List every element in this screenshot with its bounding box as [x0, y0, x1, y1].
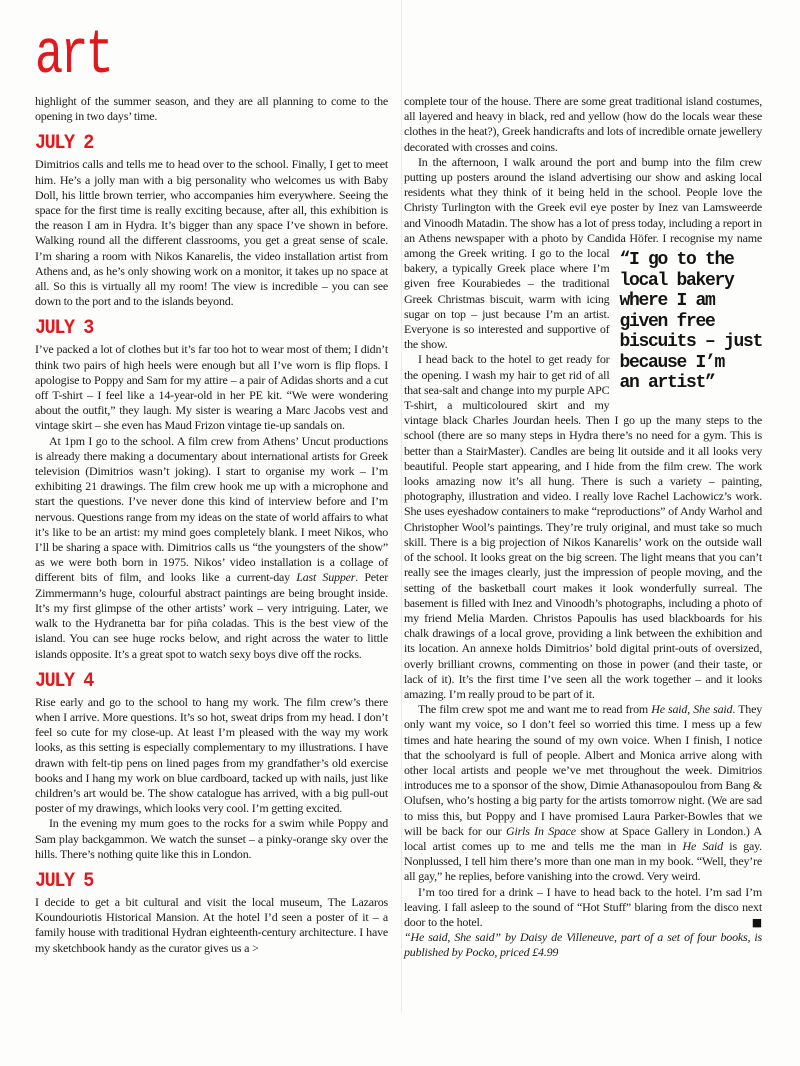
article-paragraph [35, 434, 388, 662]
body-text: “He said, She said” by Daisy de Villeneuve, part of a set of four books, is published by Pocko, priced £4.99 [404, 930, 762, 960]
body-text: highlight of the summer season, and they are all planning to come to the opening in two days’ time. [35, 94, 388, 124]
pull-quote-line: given free [619, 311, 715, 332]
italic-text: Girls In Space [505, 823, 576, 838]
pull-quote-line: an artist” [619, 373, 715, 394]
pull-quote-line: biscuits – just [619, 332, 762, 353]
body-text: In the afternoon, I walk around the port and bump into the film crew putting up posters around the island advertising our show and asking local residents what they think of it being held in the school. People love the Christy Turlington with the Greek evil eye poster by Inez van Lamsweerde and Vinoodh Matadin. The show has a lot of press today, including a report in an Athens newspaper with a photo by Candida Höfer. I recognise my name among the Greek writing. I [404, 154, 762, 261]
body-text: In the evening my mum goes to the rocks for a swim while Poppy and Sam play backgammon. We watch the sunset – a pinky-orange sky over the hills. There’s nothing quite like this in London. [35, 816, 388, 861]
body-text: complete tour of the house. There are some great traditional island costumes, all layered and heavy in black, red and yellow (how do the locals wear these clothes in the heat?), Greek handicrafts and lots of incredible ornate jewellery decorated with crosses and coins. [404, 94, 762, 154]
article-paragraph [404, 154, 762, 394]
end-mark: ■ [751, 915, 762, 929]
body-text: I head back to the hotel to get ready for the opening. I wash my hair to get rid of all that sea-salt and change into my purple APC T-shirt, a multicoloured skirt and my vintage black Charles Jourdan heels. Then I go up the many steps to the school (there are so many steps in Hydra there’s no need for a gym. This is better than a StairMaster). Candles are being lit outside and it all looks very beautiful. People start appearing, and I hide from the film crew. The work looks amazing now it’s all hung. There is such a variety – painting, photography, illustration and video. I really love Rachel Lachowicz’s work. She uses eyeshadow containers to make “reproductions” of Andy Warhol and Christopher Wool’s paintings. They’re truly original, and must take so much skill. There is a big projection of Nikos Kanarelis’ work on the outside wall of the school. It looks great on the big screen. The light means that you can’t really see the images clearly, just the impression of people moving, and the setting of the basketball court makes it look wonderfully surreal. The basement is filled with Inez and Vinoodh’s photographs, including a photo of my friend Melia Marden. Christos Papoulis has used blackboards for his chalk drawings of a local grove, providing a link between the exhibition and its location. An annexe holds Dimitrios’ bold digital print-outs of oversized, overly brilliant crowns, commenting on those in power (and their taste, or lack of it). It’s the first time I’ve seen all the work together – and it looks amazing. I’m really proud to be part of it. [404, 352, 762, 701]
body-text: go to the local bakery, a typically Greek place where I’m given free Kourabiedes – the traditional Greek Christmas biscuit, warm with icing sugar on top – just because I’m an artist. Everyone is so interested and supportive of the show. [404, 246, 610, 352]
body-text: I decide to get a bit cultural and visit the local museum, The Lazaros Koundouriotis Historical Mansion. At the hotel I’d seen a poster of it – a family house with traditional Hydran eighteenth-century architecture. I have my sketchbook handy as the curator gives us a > [35, 894, 388, 955]
body-text: is gay. Nonplussed, I tell him there’s more than one man in my book. “Well, they’re all gay,” he replies, before vanishing into the crowd. Very weird. [404, 838, 762, 884]
italic-text: Last Supper [296, 570, 356, 585]
date-heading: JULY 5 [35, 869, 93, 893]
footnote [404, 930, 762, 960]
body-text: show at Space Gallery in London.) A local artist comes up to me and tells me the man in [404, 823, 762, 853]
article-paragraph [35, 94, 388, 124]
article-paragraph [404, 94, 762, 155]
section-title: art [35, 20, 111, 91]
article-paragraph [35, 816, 388, 862]
article-paragraph [35, 695, 388, 817]
body-text: I’ve packed a lot of clothes but it’s far too hot to wear most of them; I didn’t think two pairs of high heels were enough but all I’ve worn is flip flops. I apologise to Poppy and Sam for my attire – a pair of Adidas shorts and a cut off T-shirt – I feel like a 14-year-old in her PE kit. “We were wondering about the outfit,” they laugh. My sister is wearing a Marc Jacobs vest and vintage skirt – she even has Maud Frizon vintage tie-up sandals on. [35, 342, 388, 433]
scan-fold-line [401, 0, 402, 1012]
article-paragraph [404, 702, 762, 884]
body-text: . Peter Zimmermann’s huge, colourful abstract paintings are being brought inside. It’s my first glimpse of the other artists’ work – very intriguing. Later, we walk to the Hydranetta bar for piña coladas. This is the best view of the island. You can see huge rocks below, and right across the water to little islands opposite. It’s a great spot to watch sexy boys dive off the rocks. [35, 570, 388, 661]
pull-quote-line: local bakery [619, 270, 734, 291]
italic-text: He Said [682, 838, 723, 853]
body-text: At 1pm I go to the school. A film crew from Athens’ Uncut productions is already there making a documentary about international artists for Greek television (Dimitrios wasn’t joking). I start to organise my work – I’m exhibiting 21 drawings. The film crew hook me up with a microphone and start the questions. I’ve never done this kind of interview before and I’m nervous. Questions range from my ideas on the state of world affairs to what it’s like to be an artist: my mind goes completely blank. I meet Nikos, who I’ll be sharing a space with. Dimitrios calls us “the youngsters of the show” as we were both born in 1975. Nikos’ video installation is a collage of different bits of film, and looks like a current-day [35, 433, 388, 585]
article-paragraph [404, 352, 762, 702]
article-paragraph [35, 342, 388, 433]
pull-quote-line: where I am [619, 291, 715, 312]
article-paragraph [35, 895, 388, 956]
pull-quote [619, 250, 762, 394]
column-2 [404, 94, 762, 961]
article-paragraph [35, 157, 388, 309]
pull-quote-line: “I go to the [619, 250, 734, 271]
column-1 [35, 94, 388, 961]
italic-text: He said, She said [651, 702, 733, 717]
body-text: I’m too tired for a drink – I have to head back to the hotel. I’m sad I’m leaving. I fall asleep to the sound of “Hot Stuff” blaring from the disco next door to the hotel. [404, 884, 762, 929]
body-text: Rise early and go to the school to hang my work. The film crew’s there when I arrive. More questions. It’s so hot, sweat drips from my head. I don’t feel so cute for my close-up. At least I’m pleased with the way my work looks, as this setting is especially complementary to my illustrations. I have drawn with felt-tip pens on lined pages from my grandfather’s old exercise books and I hang my work on blue cardboard, tacked up with nails, just like children’s art would be. The show catalogue has arrived, with a big pull-out poster of my drawings, which looks very cool. I’m getting excited. [35, 694, 388, 816]
date-heading: JULY 2 [35, 132, 93, 156]
pull-quote-line: because I’m [619, 352, 724, 373]
date-heading: JULY 4 [35, 669, 93, 693]
body-text: . They only want my voice, so I don’t feel so worried this time. I mess up a few times and hate hearing the sound of my own voice. When I finish, I notice that the schoolyard is full of people. Albert and Monica arrive along with other local artists and people we’ve met throughout the week. Dimitrios introduces me to a sponsor of the show, Dimie Athanasopoulou from Bang & Olufsen, who’s hosting a big party for the artists tomorrow night. (We are sad to miss this, but Poppy and I have promised Laura Parker-Bowles that we will be back for our [404, 702, 762, 838]
body-text: Dimitrios calls and tells me to head over to the school. Finally, I get to meet him. He’s a jolly man with a big personality who welcomes us with Baby Doll, his little brown terrier, who accompanies him everywhere. Seeing the space for the first time is really exciting because, after all, this exhibition is the reason I am in Hydra. It’s bigger than any space I’ve shown in before. Walking round all the different classrooms, you get a great sense of scale. I’m sharing a room with Nikos Kanarelis, the video installation artist from Athens and, as he’s only showing work on a monitor, it takes up no space at all. So this is virtually all my room! The view is incredible – you can see down to the port and to the islands beyond. [35, 157, 388, 309]
article-body [35, 94, 762, 961]
body-text: The film crew spot me and want me to read from [418, 702, 652, 717]
date-heading: JULY 3 [35, 317, 93, 341]
article-paragraph [404, 885, 762, 931]
